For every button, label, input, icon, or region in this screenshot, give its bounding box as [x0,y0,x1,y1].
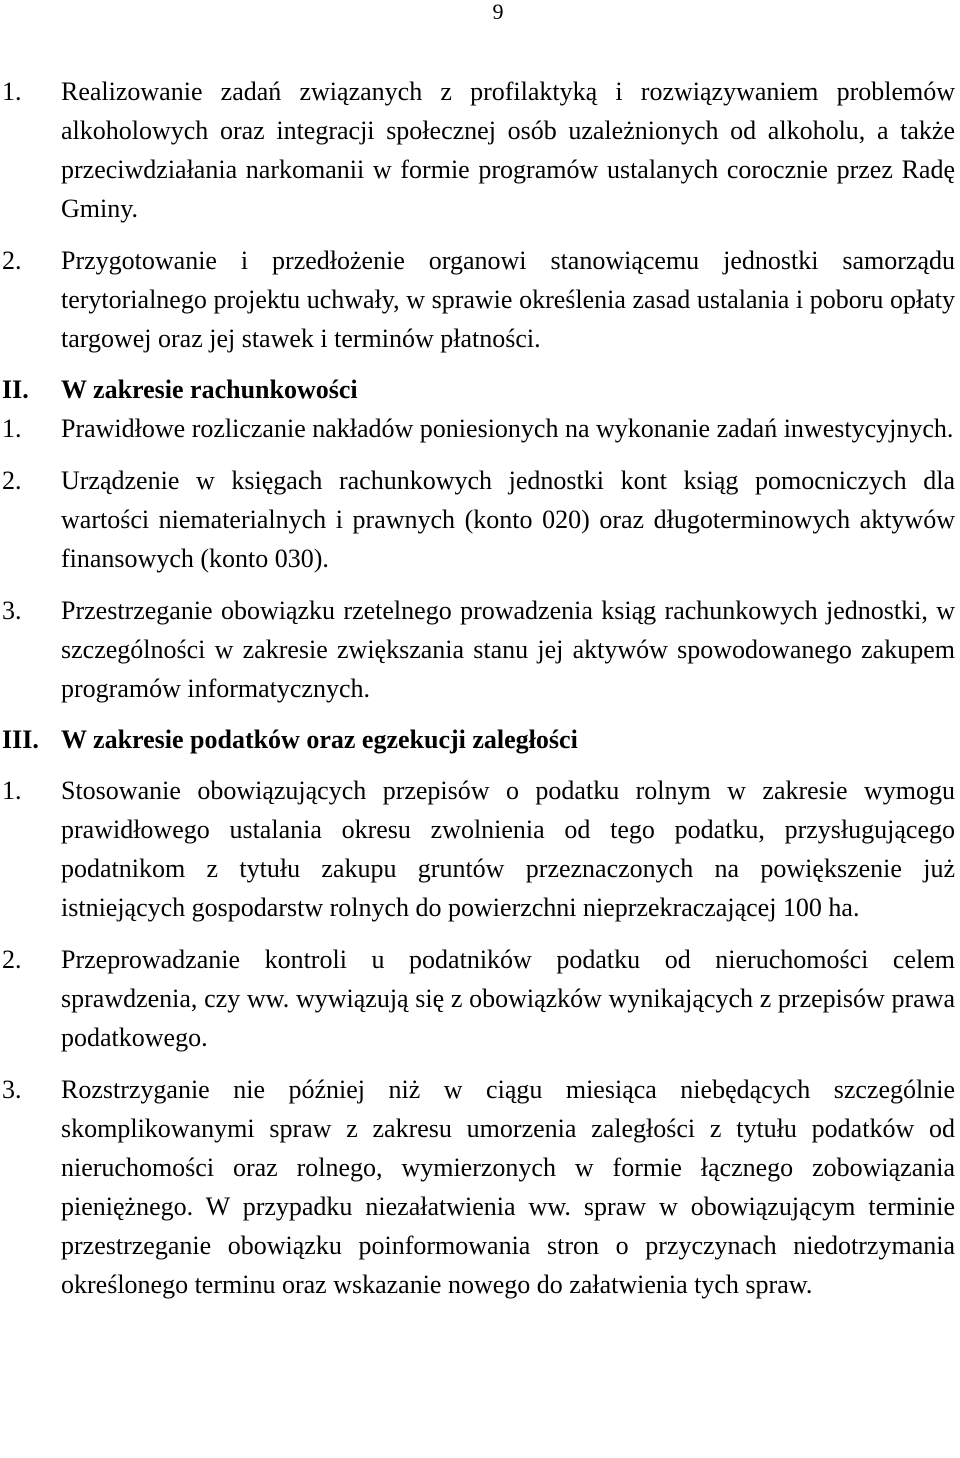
list-item [0,591,955,708]
item-number: 2. [2,466,22,495]
item-text: Przestrzeganie obowiązku rzetelnego prowadzenia ksiąg rachunkowych jednostki, w szczególności w zakresie zwiększania stanu jej aktywów spowodowanego zakupem programów informatycznych. [61,596,955,703]
item-number: 1. [2,77,22,106]
item-number: 1. [2,414,22,443]
item-text: Realizowanie zadań związanych z profilaktyką i rozwiązywaniem problemów alkoholowych oraz integracji społecznej osób uzależnionych od alkoholu, a także przeciwdziałania narkomanii w formie programów ustalanych corocznie przez Radę Gminy. [61,77,955,223]
list-item [0,241,955,358]
item-text: Prawidłowe rozliczanie nakładów poniesionych na wykonanie zadań inwestycyjnych. [61,414,954,443]
item-number: 3. [2,596,22,625]
section-heading [0,720,955,759]
page-number: 9 [492,0,504,24]
list-item [0,1070,955,1304]
document-body [0,72,955,1304]
item-number: 1. [2,776,22,805]
list-item [0,461,955,578]
list-item [0,940,955,1057]
section-title: W zakresie podatków oraz egzekucji zaległości [61,725,578,754]
section-title: W zakresie rachunkowości [61,375,358,404]
item-text: Przeprowadzanie kontroli u podatników podatku od nieruchomości celem sprawdzenia, czy ww. wywiązują się z obowiązków wynikających z przepisów prawa podatkowego. [61,945,955,1052]
item-number: 2. [2,945,22,974]
section-heading [0,370,955,409]
list-item [0,72,955,228]
item-text: Rozstrzyganie nie później niż w ciągu miesiąca niebędących szczególnie skomplikowanymi spraw z zakresu umorzenia zaległości z tytułu podatków od nieruchomości oraz rolnego, wymierzonych w formie łącznego zobowiązania pieniężnego. W przypadku niezałatwienia ww. spraw w obowiązującym terminie przestrzeganie obowiązku poinformowania stron o przyczynach niedotrzymania określonego terminu oraz wskazanie nowego do załatwienia tych spraw. [61,1075,955,1299]
item-number: 3. [2,1075,22,1104]
item-number: 2. [2,246,22,275]
list-item [0,409,955,448]
item-text: Urządzenie w księgach rachunkowych jednostki kont ksiąg pomocniczych dla wartości niematerialnych i prawnych (konto 020) oraz długoterminowych aktywów finansowych (konto 030). [61,466,955,573]
list-item [0,771,955,927]
item-text: Przygotowanie i przedłożenie organowi stanowiącemu jednostki samorządu terytorialnego projektu uchwały, w sprawie określenia zasad ustalania i poboru opłaty targowej oraz jej stawek i terminów płatności. [61,246,955,353]
item-text: Stosowanie obowiązujących przepisów o podatku rolnym w zakresie wymogu prawidłowego ustalania okresu zwolnienia od tego podatku, przysługującego podatnikom z tytułu zakupu gruntów przeznaczonych na powiększenie już istniejących gospodarstw rolnych do powierzchni nieprzekraczającej 100 ha. [61,776,955,922]
section-number: II. [2,375,29,404]
section-number: III. [2,725,39,754]
